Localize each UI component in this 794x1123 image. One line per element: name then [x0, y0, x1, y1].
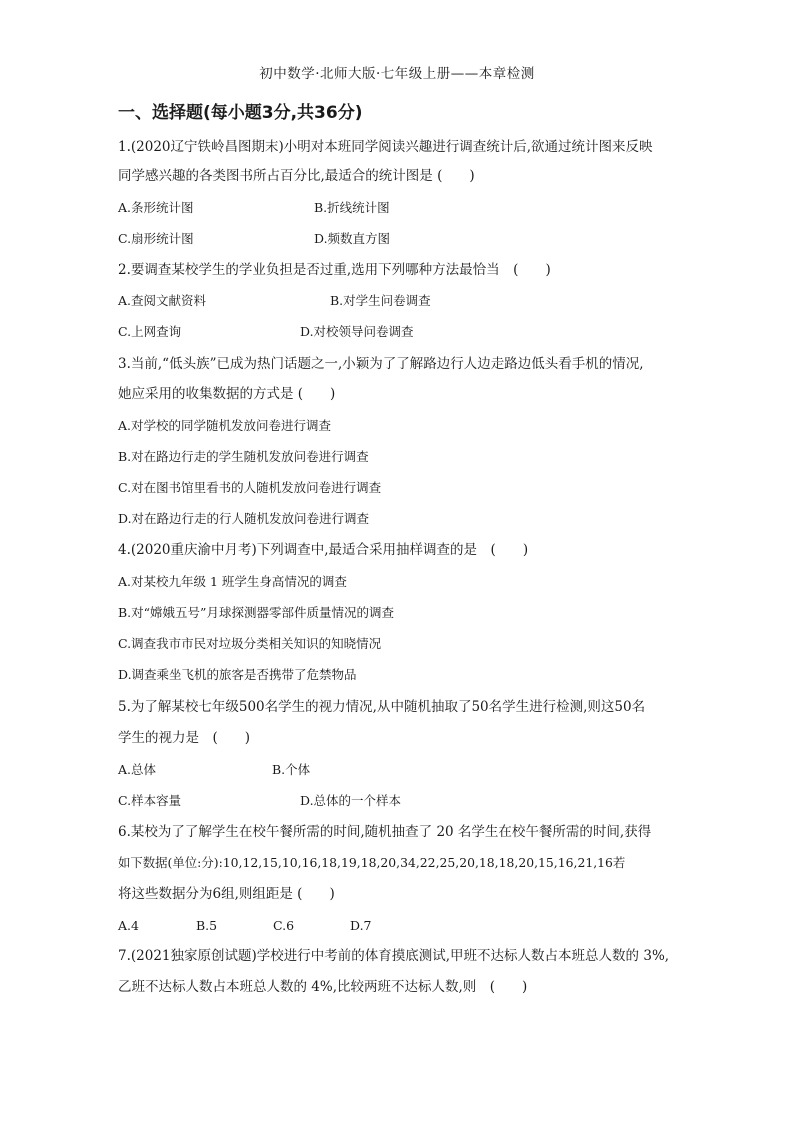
- question-6-option-d: D.7: [350, 918, 372, 933]
- question-7-line-1: 7.(2021独家原创试题)学校进行中考前的体育摸底测试,甲班不达标人数占本班总人数的 3%,: [118, 948, 670, 964]
- question-1-line-1: 1.(2020辽宁铁岭昌图期末)小明对本班同学阅读兴趣进行调查统计后,欲通过统计图来反映: [118, 139, 653, 155]
- question-2-line-1: 2.要调查某校学生的学业负担是否过重,选用下列哪种方法最恰当 ( ): [118, 262, 551, 278]
- question-7-line-2: 乙班不达标人数占本班总人数的 4%,比较两班不达标人数,则 ( ): [118, 979, 528, 995]
- question-5-line-1: 5.为了解某校七年级500名学生的视力情况,从中随机抽取了50名学生进行检测,则这50名: [118, 699, 646, 715]
- question-2-option-d: D.对校领导问卷调查: [300, 324, 414, 339]
- question-1-option-d: D.频数直方图: [314, 231, 391, 246]
- question-6-option-b: B.5: [196, 918, 218, 933]
- question-5-option-d: D.总体的一个样本: [300, 793, 402, 808]
- question-2-option-a: A.查阅文献资料: [118, 293, 207, 308]
- question-6-option-a: A.4: [118, 918, 139, 933]
- question-2-option-c: C.上网查询: [118, 324, 182, 339]
- question-3-line-1: 3.当前,“低头族”已成为热门话题之一,小颖为了了解路边行人边走路边低头看手机的情况,: [118, 356, 644, 372]
- question-6-line-3: 将这些数据分为6组,则组距是 ( ): [118, 886, 335, 902]
- page-header: 初中数学·北师大版·七年级上册——本章检测: [259, 66, 535, 82]
- question-5-option-c: C.样本容量: [118, 793, 182, 808]
- question-3-option-b: B.对在路边行走的学生随机发放问卷进行调查: [118, 449, 369, 464]
- question-3-option-d: D.对在路边行走的行人随机发放问卷进行调查: [118, 511, 370, 526]
- question-6-line-2: 如下数据(单位:分):10,12,15,10,16,18,19,18,20,34,22,25,20,18,18,20,15,16,21,16若: [118, 855, 626, 870]
- question-2-option-b: B.对学生问卷调查: [330, 293, 431, 308]
- question-4-option-a: A.对某校九年级 1 班学生身高情况的调查: [118, 574, 347, 589]
- question-3-line-2: 她应采用的收集数据的方式是 ( ): [118, 386, 336, 402]
- question-1-option-c: C.扇形统计图: [118, 231, 194, 246]
- question-6-option-c: C.6: [273, 918, 295, 933]
- question-5-line-2: 学生的视力是 ( ): [118, 730, 251, 746]
- question-4-option-c: C.调查我市市民对垃圾分类相关知识的知晓情况: [118, 636, 382, 651]
- question-5-option-b: B.个体: [272, 762, 311, 777]
- question-6-line-1: 6.某校为了了解学生在校午餐所需的时间,随机抽查了 20 名学生在校午餐所需的时间,获得: [118, 824, 652, 840]
- question-4-option-b: B.对“嫦娥五号”月球探测器零部件质量情况的调查: [118, 605, 394, 620]
- question-3-option-c: C.对在图书馆里看书的人随机发放问卷进行调查: [118, 480, 382, 495]
- section-title: 一、选择题(每小题3分,共36分): [118, 103, 363, 123]
- question-3-option-a: A.对学校的同学随机发放问卷进行调查: [118, 418, 332, 433]
- question-5-option-a: A.总体: [118, 762, 157, 777]
- question-1-line-2: 同学感兴趣的各类图书所占百分比,最适合的统计图是 ( ): [118, 168, 475, 184]
- question-1-option-b: B.折线统计图: [314, 200, 390, 215]
- question-4-line-1: 4.(2020重庆渝中月考)下列调查中,最适合采用抽样调查的是 ( ): [118, 542, 529, 558]
- question-1-option-a: A.条形统计图: [118, 200, 194, 215]
- question-4-option-d: D.调查乘坐飞机的旅客是否携带了危禁物品: [118, 667, 357, 682]
